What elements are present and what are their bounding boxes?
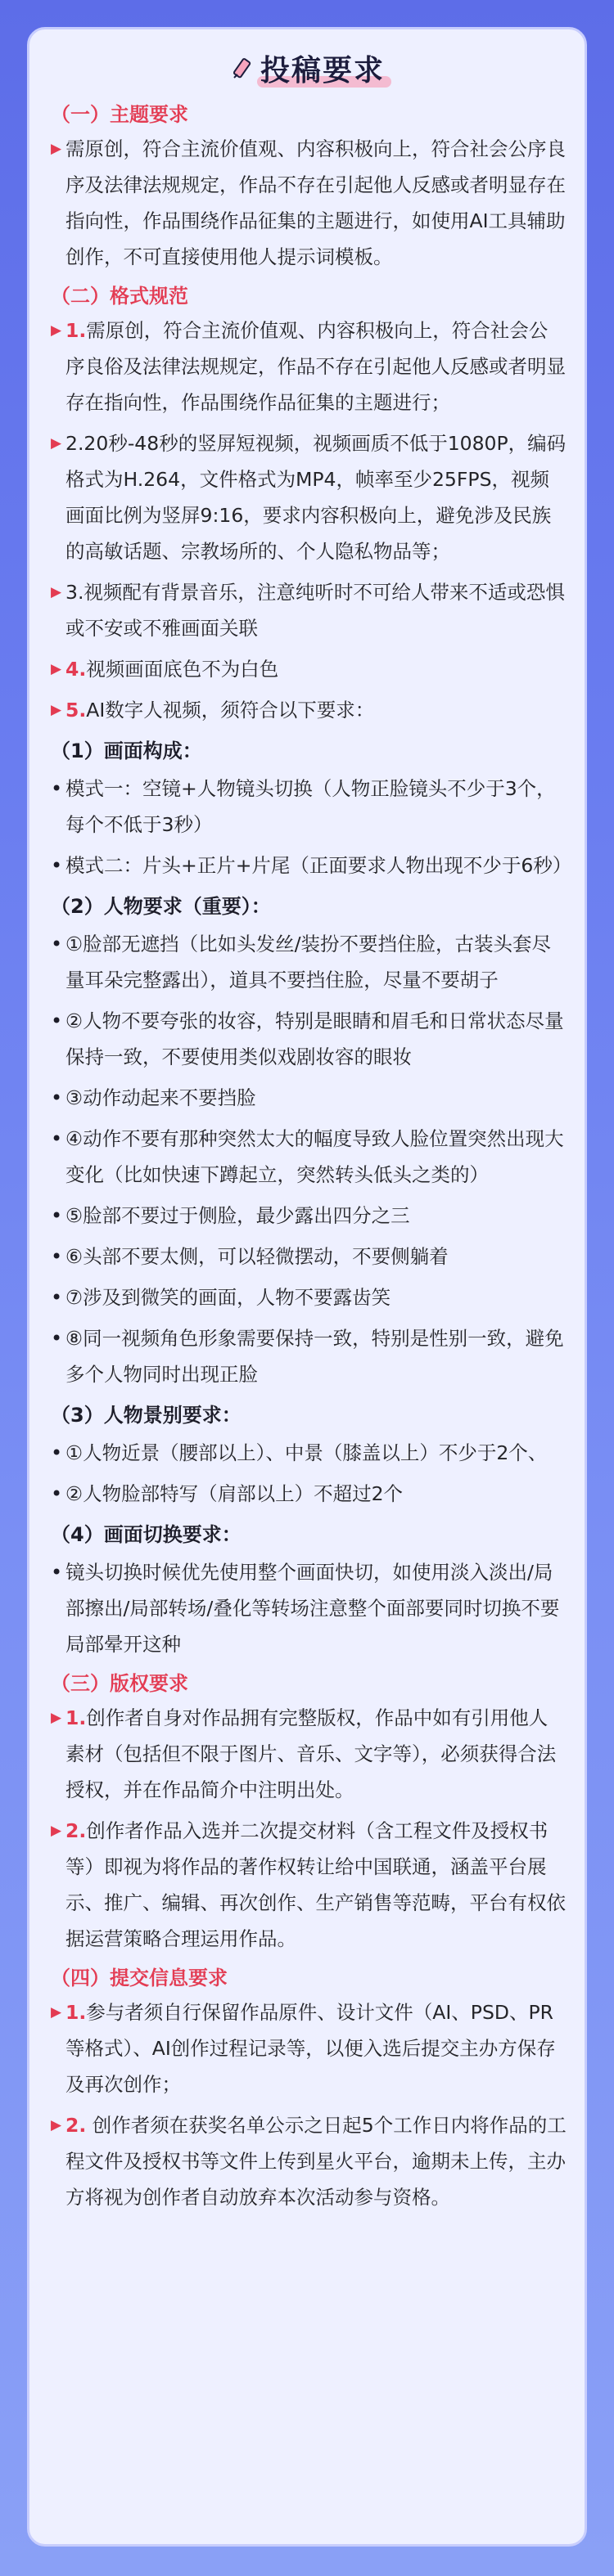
dot-bullet-icon: • xyxy=(51,777,63,800)
content-body xyxy=(29,88,585,2215)
page-title: 投稿要求 xyxy=(260,47,385,89)
triangle-bullet-icon: ▶ xyxy=(51,584,62,600)
list-item: ▶ 1.创作者自身对作品拥有完整版权，作品中如有引用他人素材（包括但不限于图片、音乐、文字等），必须获得合法授权，并在作品简介中注明出处。 xyxy=(51,1700,567,1808)
triangle-bullet-icon: ▶ xyxy=(51,322,62,339)
list-item: ▶ 1.需原创，符合主流价值观、内容积极向上，符合社会公序良俗及法律法规规定，作品不存在引起他人反感或者明显存在指向性，作品围绕作品征集的主题进行； xyxy=(51,312,567,420)
dot-bullet-icon: • xyxy=(51,1561,63,1584)
list-item: • ⑤脸部不要过于侧脸，最少露出四分之三 xyxy=(51,1198,567,1234)
section-heading: （一）主题要求 xyxy=(51,103,188,126)
list-item: • ⑥头部不要太侧，可以轻微摆动，不要侧躺着 xyxy=(51,1239,567,1275)
list-item: • ⑧同一视频角色形象需要保持一致，特别是性别一致，避免多个人物同时出现正脸 xyxy=(51,1320,567,1392)
triangle-bullet-icon: ▶ xyxy=(51,435,62,452)
dot-bullet-icon: • xyxy=(51,1286,63,1309)
section-heading: （二）格式规范 xyxy=(51,285,188,308)
section-heading: （三）版权要求 xyxy=(51,1672,188,1695)
dot-bullet-icon: • xyxy=(51,933,63,955)
pen-icon xyxy=(229,56,254,81)
list-item: • 镜头切换时候优先使用整个画面快切，如使用淡入淡出/局部擦出/局部转场/叠化等转场注意整个面部要同时切换不要局部晕开这种 xyxy=(51,1554,567,1662)
list-item: • ②人物脸部特写（肩部以上）不超过2个 xyxy=(51,1476,567,1512)
dot-bullet-icon: • xyxy=(51,1482,63,1505)
list-item: ▶ 3.视频配有背景音乐，注意纯听时不可给人带来不适或恐惧或不安或不雅画面关联 xyxy=(51,574,567,646)
triangle-bullet-icon: ▶ xyxy=(51,1823,62,1839)
title-wrap xyxy=(229,47,385,89)
list-item: ▶ 4.视频画面底色不为白色 xyxy=(51,651,567,687)
list-item: • ②人物不要夸张的妆容，特别是眼睛和眉毛和日常状态尽量保持一致，不要使用类似戏剧妆容的眼妆 xyxy=(51,1003,567,1075)
list-item: • ①人物近景（腰部以上）、中景（膝盖以上）不少于2个、 xyxy=(51,1435,567,1471)
triangle-bullet-icon: ▶ xyxy=(51,1710,62,1726)
card-header xyxy=(29,29,585,88)
list-item: • ③动作动起来不要挡脸 xyxy=(51,1080,567,1116)
list-item: ▶ 5.AI数字人视频，须符合以下要求： xyxy=(51,692,567,728)
triangle-bullet-icon: ▶ xyxy=(51,661,62,677)
subsection-heading: （2）人物要求（重要）： xyxy=(51,895,271,918)
dot-bullet-icon: • xyxy=(51,1086,63,1109)
list-item: ▶ 2.创作者作品入选并二次提交材料（含工程文件及授权书等）即视为将作品的著作权转让给中国联通，涵盖平台展示、推广、编辑、再次创作、生产销售等范畴，平台有权依据运营策略合理运用作品。 xyxy=(51,1813,567,1957)
dot-bullet-icon: • xyxy=(51,1245,63,1268)
dot-bullet-icon: • xyxy=(51,1327,63,1350)
list-item: • ⑦涉及到微笑的画面，人物不要露齿笑 xyxy=(51,1279,567,1315)
triangle-bullet-icon: ▶ xyxy=(51,2004,62,2021)
triangle-bullet-icon: ▶ xyxy=(51,141,62,157)
list-item: ▶ 需原创，符合主流价值观、内容积极向上，符合社会公序良序及法律法规规定，作品不存在引起他人反感或者明显存在指向性，作品围绕作品征集的主题进行，如使用AI工具辅助创作，不可直接使用他人提示词模板。 xyxy=(51,131,567,275)
dot-bullet-icon: • xyxy=(51,1127,63,1150)
dot-bullet-icon: • xyxy=(51,1009,63,1032)
subsection-heading: （1）画面构成： xyxy=(51,740,202,762)
subsection-heading: （4）画面切换要求： xyxy=(51,1523,242,1546)
dot-bullet-icon: • xyxy=(51,1204,63,1227)
dot-bullet-icon: • xyxy=(51,854,63,877)
list-item: • 模式一：空镜+人物镜头切换（人物正脸镜头不少于3个，每个不低于3秒） xyxy=(51,771,567,843)
list-item: ▶ 2.20秒-48秒的竖屏短视频，视频画质不低于1080P，编码格式为H.264，文件格式为MP4，帧率至少25FPS，视频画面比例为竖屏9:16，要求内容积极向上，避免涉及民族的高敏话题、宗教场所的、个人隐私物品等； xyxy=(51,425,567,569)
section-heading: （四）提交信息要求 xyxy=(51,1967,228,1989)
list-item: ▶ 1.参与者须自行保留作品原件、设计文件（AI、PSD、PR 等格式）、AI创作过程记录等，以便入选后提交主办方保存及再次创作； xyxy=(51,1994,567,2102)
list-item: • ④动作不要有那种突然太大的幅度导致人脸位置突然出现大变化（比如快速下蹲起立，突然转头低头之类的） xyxy=(51,1121,567,1193)
list-item: • 模式二：片头+正片+片尾（正面要求人物出现不少于6秒） xyxy=(51,847,567,883)
list-item: ▶ 2. 创作者须在获奖名单公示之日起5个工作日内将作品的工程文件及授权书等文件上传到星火平台，逾期未上传，主办方将视为创作者自动放弃本次活动参与资格。 xyxy=(51,2107,567,2215)
content-card xyxy=(27,27,587,2547)
triangle-bullet-icon: ▶ xyxy=(51,702,62,718)
triangle-bullet-icon: ▶ xyxy=(51,2117,62,2133)
subsection-heading: （3）人物景别要求： xyxy=(51,1404,242,1427)
list-item: • ①脸部无遮挡（比如头发丝/装扮不要挡住脸，古装头套尽量耳朵完整露出），道具不要挡住脸，尽量不要胡子 xyxy=(51,926,567,998)
dot-bullet-icon: • xyxy=(51,1441,63,1464)
